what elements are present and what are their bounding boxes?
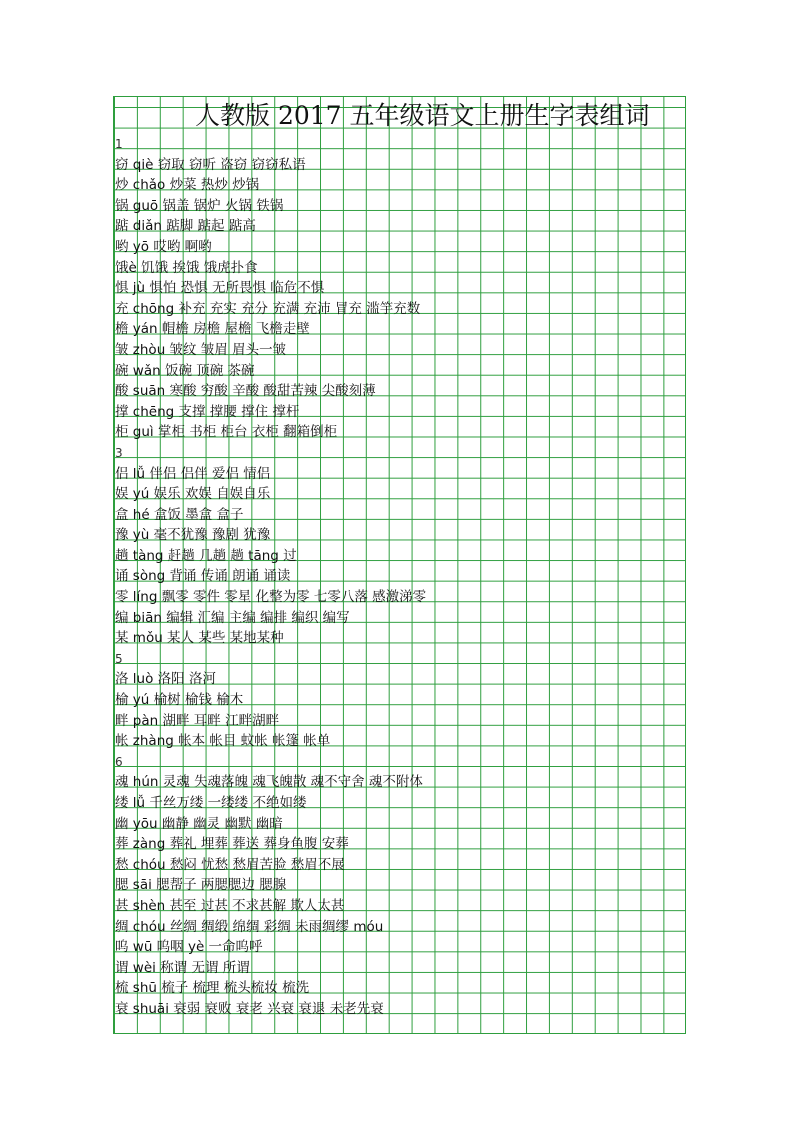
word-entry: 某 mǒu 某人 某些 某地某种 xyxy=(115,630,284,647)
word-entry: 豫 yù 毫不犹豫 豫剧 犹豫 xyxy=(115,527,271,544)
word-entry: 缕 lǚ 千丝万缕 一缕缕 不绝如缕 xyxy=(115,795,307,811)
page-title: 人教版 2017 五年级语文上册生字表组词 xyxy=(195,101,650,130)
word-entry: 愁 chóu 愁闷 忧愁 愁眉苦脸 愁眉不展 xyxy=(115,856,345,873)
word-entry: 踮 diǎn 踮脚 踮起 踮高 xyxy=(115,218,256,235)
section-number: 1 xyxy=(115,137,123,151)
word-entry: 编 biān 编辑 汇编 主编 编排 编织 编写 xyxy=(115,609,350,626)
word-entry: 帐 zhàng 帐本 帐目 蚊帐 帐篷 帐单 xyxy=(115,733,331,750)
section-number: 6 xyxy=(115,754,123,769)
section-number: 3 xyxy=(115,445,123,460)
word-entry: 趟 tàng 赶趟 几趟 趟 tāng 过 xyxy=(115,547,297,564)
word-entry: 诵 sòng 背诵 传诵 朗诵 诵读 xyxy=(115,568,291,585)
word-entry: 洛 luò 洛阳 洛河 xyxy=(115,671,216,688)
word-entry: 柜 guì 掌柜 书柜 柜台 衣柜 翻箱倒柜 xyxy=(115,424,338,441)
word-entry: 炒 chǎo 炒菜 热炒 炒锅 xyxy=(115,177,260,194)
word-entry: 呜 wū 呜咽 yè 一命呜呼 xyxy=(115,939,263,956)
word-entry: 葬 zàng 葬礼 埋葬 葬送 葬身鱼腹 安葬 xyxy=(115,836,349,853)
word-entry: 甚 shèn 甚至 过甚 不求甚解 欺人太甚 xyxy=(115,897,345,914)
word-entry: 惧 jù 惧怕 恐惧 无所畏惧 临危不惧 xyxy=(115,280,325,297)
word-entry: 零 líng 飘零 零件 零星 化整为零 七零八落 感激涕零 xyxy=(115,589,427,606)
word-entry: 撑 chēng 支撑 撑腰 撑住 撑杆 xyxy=(115,403,300,420)
word-entry: 幽 yōu 幽静 幽灵 幽默 幽暗 xyxy=(115,815,283,832)
word-entry: 魂 hún 灵魂 失魂落魄 魂飞魄散 魂不守舍 魂不附体 xyxy=(115,774,423,791)
word-entry: 皱 zhòu 皱纹 皱眉 眉头一皱 xyxy=(115,341,287,358)
word-entry: 衰 shuāi 衰弱 衰败 衰老 兴衰 衰退 未老先衰 xyxy=(115,1000,384,1017)
word-entry: 梳 shū 梳子 梳理 梳头梳妆 梳洗 xyxy=(115,980,310,997)
word-entry: 碗 wǎn 饭碗 顶碗 茶碗 xyxy=(115,362,255,379)
word-entry: 娱 yú 娱乐 欢娱 自娱自乐 xyxy=(115,486,271,503)
section-number: 5 xyxy=(115,651,123,666)
word-entry: 腮 sāi 腮帮子 两腮腮边 腮腺 xyxy=(115,877,287,894)
word-entry: 畔 pàn 湖畔 耳畔 江畔湖畔 xyxy=(115,712,280,729)
word-entry: 榆 yú 榆树 榆钱 榆木 xyxy=(115,692,244,709)
word-entry: 绸 chóu 丝绸 绸缎 绵绸 彩绸 未雨绸缪 móu xyxy=(115,918,384,935)
word-entry: 侣 lǚ 伴侣 侣伴 爱侣 情侣 xyxy=(115,465,271,482)
word-entry: 哟 yō 哎哟 啊哟 xyxy=(115,238,212,255)
word-entry: 檐 yán 帽檐 房檐 屋檐 飞檐走壁 xyxy=(115,321,310,338)
word-entry: 窃 qiè 窃取 窃听 盗窃 窃窃私语 xyxy=(115,156,306,173)
word-entry: 酸 suān 寒酸 穷酸 辛酸 酸甜苦辣 尖酸刻薄 xyxy=(115,383,376,400)
word-list xyxy=(115,134,685,1020)
word-entry: 谓 wèi 称谓 无谓 所谓 xyxy=(115,959,250,976)
word-entry: 盒 hé 盒饭 墨盒 盒子 xyxy=(115,506,244,523)
word-entry: 充 chōng 补充 充实 充分 充满 充沛 冒充 滥竽充数 xyxy=(115,300,421,317)
word-entry: 饿è 饥饿 挨饿 饿虎扑食 xyxy=(115,259,258,276)
word-entry: 锅 guō 锅盖 锅炉 火锅 铁锅 xyxy=(115,197,284,214)
